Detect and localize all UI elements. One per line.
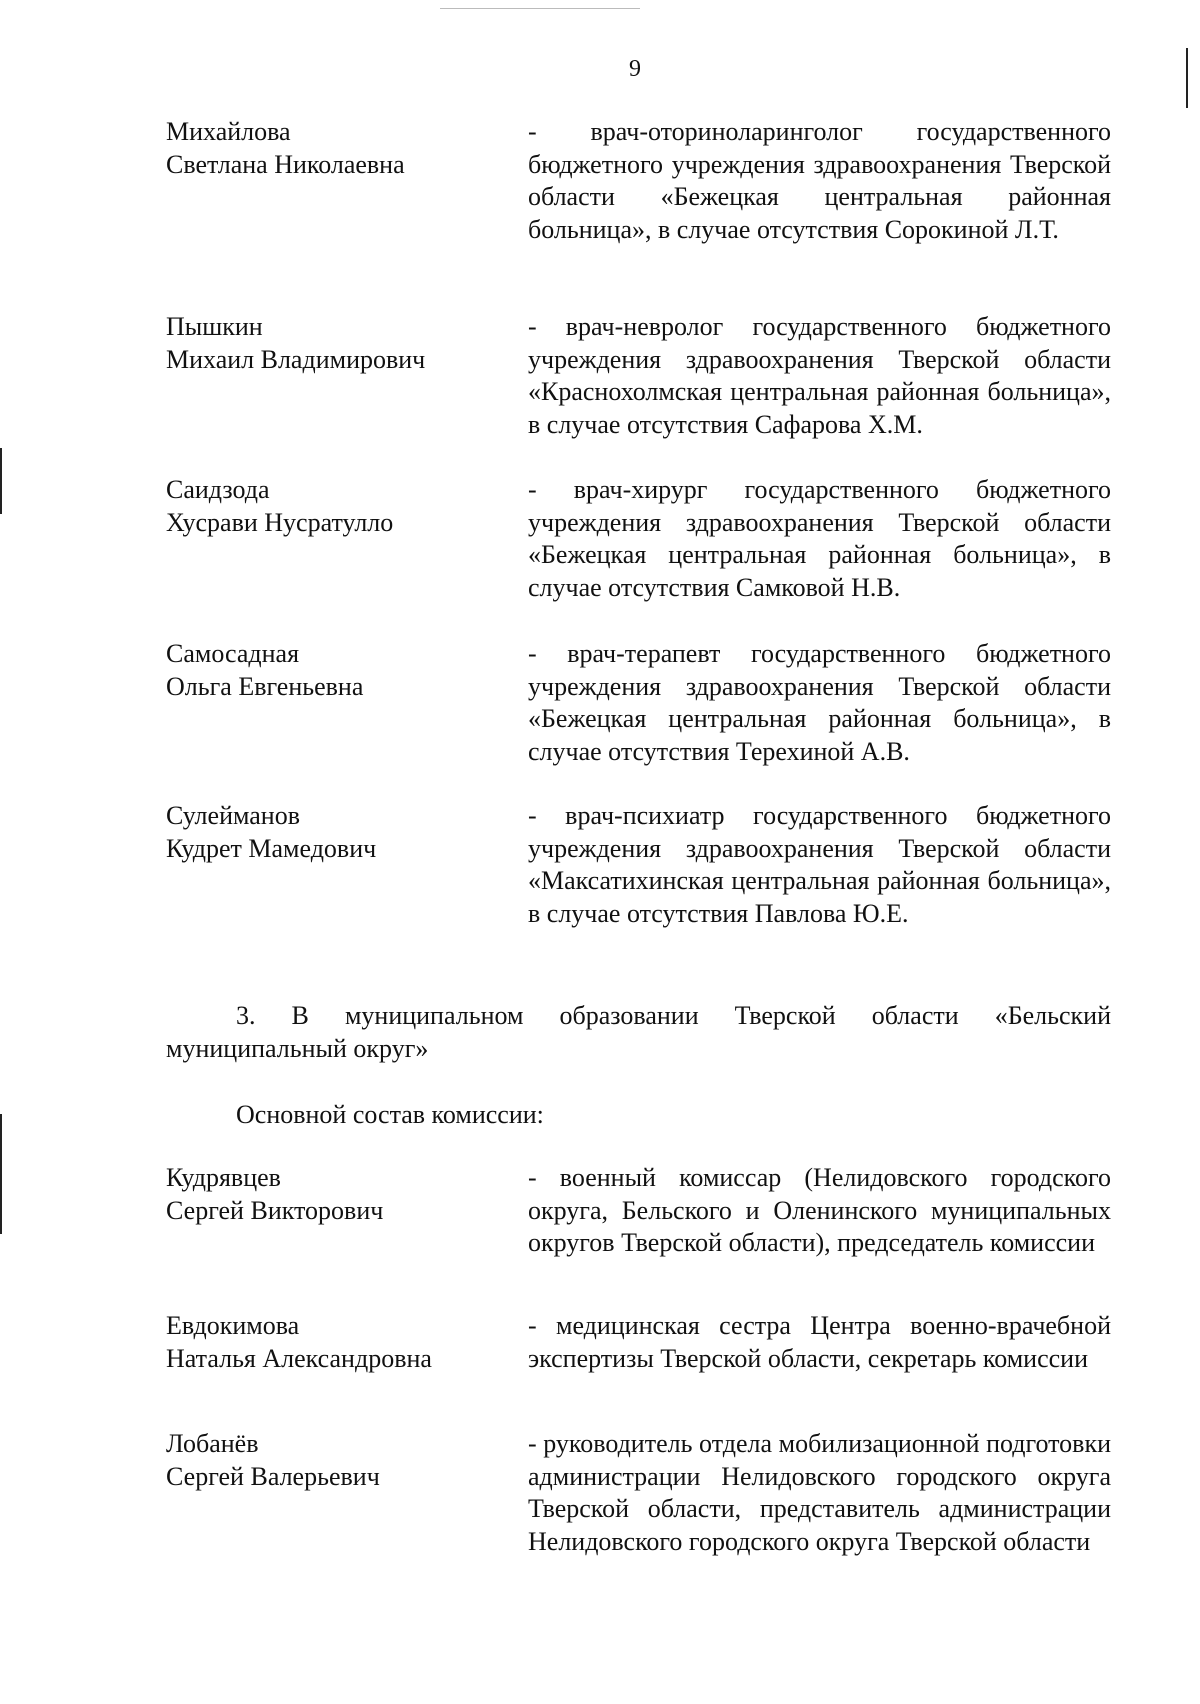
member-surname: Михайлова bbox=[166, 117, 291, 146]
member-given-names: Наталья Александровна bbox=[166, 1343, 432, 1373]
section-heading: 3. В муниципальном образовании Тверской области «Бельский муниципальный округ» bbox=[166, 1001, 1111, 1063]
member-name bbox=[166, 800, 496, 865]
member-surname: Сулейманов bbox=[166, 801, 300, 830]
member-surname: Самосадная bbox=[166, 639, 300, 668]
member-given-names: Сергей Валерьевич bbox=[166, 1461, 380, 1491]
member-given-names: Михаил Владимирович bbox=[166, 344, 426, 374]
member-name bbox=[166, 116, 496, 181]
commission-subheading: Основной состав комиссии: bbox=[236, 1100, 544, 1129]
member-name bbox=[166, 638, 496, 703]
member-name bbox=[166, 1310, 496, 1375]
member-surname: Лобанёв bbox=[166, 1429, 259, 1458]
member-given-names: Хусрави Нусратулло bbox=[166, 507, 394, 537]
member-given-names: Светлана Николаевна bbox=[166, 149, 405, 179]
member-name bbox=[166, 1162, 496, 1227]
member-surname: Кудрявцев bbox=[166, 1163, 281, 1192]
member-given-names: Ольга Евгеньевна bbox=[166, 671, 364, 701]
member-name bbox=[166, 474, 496, 539]
member-role: - руководитель отдела мобилизационной подготовки администрации Нелидовского городского округа Тверской области, представитель администрации Нелидовского городского округа Тверской области bbox=[528, 1429, 1111, 1556]
member-role: - врач-терапевт государственного бюджетного учреждения здравоохранения Тверской области «Бежецкая центральная районная больница», в случае отсутствия Терехиной А.В. bbox=[528, 639, 1111, 766]
member-name bbox=[166, 311, 496, 376]
member-surname: Саидзода bbox=[166, 475, 270, 504]
member-role: - врач-оториноларинголог государственного бюджетного учреждения здравоохранения Тверской области «Бежецкая центральная районная больница», в случае отсутствия Сорокиной Л.Т. bbox=[528, 117, 1111, 244]
member-given-names: Сергей Викторович bbox=[166, 1195, 384, 1225]
member-role: - врач-невролог государственного бюджетного учреждения здравоохранения Тверской области «Краснохолмская центральная районная больница», в случае отсутствия Сафарова Х.М. bbox=[528, 312, 1111, 439]
member-role: - врач-хирург государственного бюджетного учреждения здравоохранения Тверской области «Бежецкая центральная районная больница», в случае отсутствия Самковой Н.В. bbox=[528, 475, 1111, 602]
member-surname: Евдокимова bbox=[166, 1311, 300, 1340]
scan-edge-mark-left bbox=[0, 448, 2, 514]
member-role: - военный комиссар (Нелидовского городского округа, Бельского и Оленинского муниципальных округов Тверской области), председатель комиссии bbox=[528, 1163, 1111, 1257]
member-name bbox=[166, 1428, 496, 1493]
member-surname: Пышкин bbox=[166, 312, 263, 341]
member-role: - медицинская сестра Центра военно-врачебной экспертизы Тверской области, секретарь комиссии bbox=[528, 1311, 1111, 1373]
member-role: - врач-психиатр государственного бюджетного учреждения здравоохранения Тверской области «Максатихинская центральная районная больница», в случае отсутствия Павлова Ю.Е. bbox=[528, 801, 1111, 928]
scan-edge-mark-left-lower bbox=[0, 1114, 2, 1234]
member-given-names: Кудрет Мамедович bbox=[166, 833, 377, 863]
page-number: 9 bbox=[629, 56, 641, 82]
scan-edge-mark-top bbox=[440, 8, 640, 9]
